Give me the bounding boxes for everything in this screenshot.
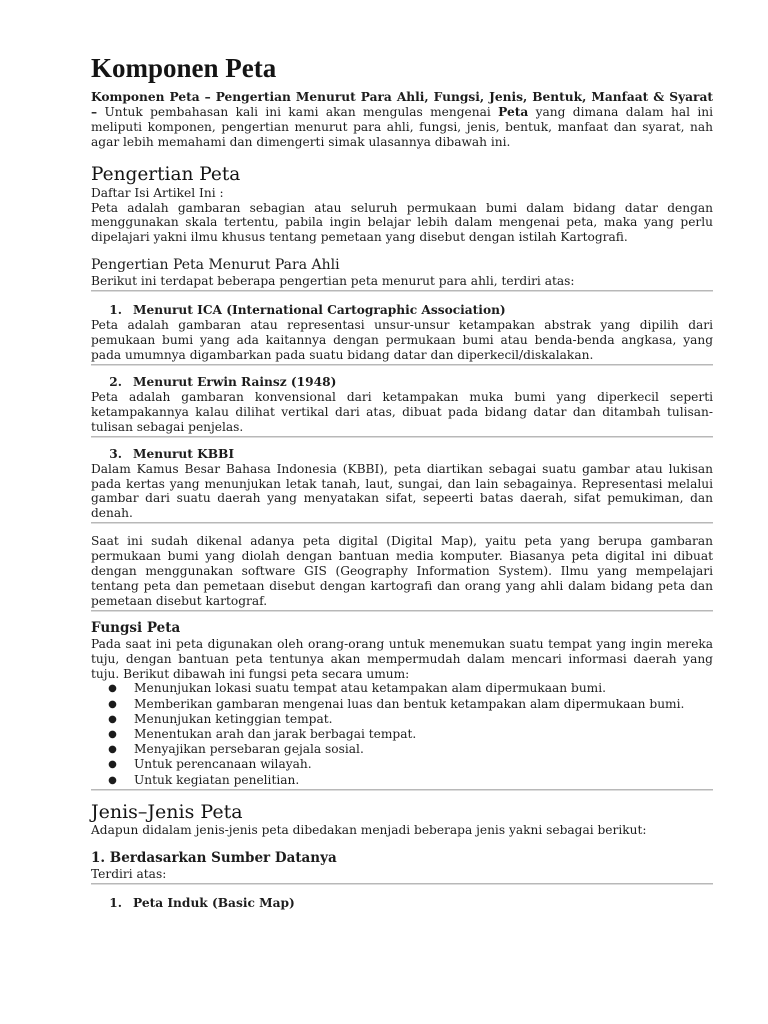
jenis-item-number: 1. — [109, 895, 122, 910]
section-heading-para-ahli: Pengertian Peta Menurut Para Ahli — [91, 257, 340, 274]
list-item: ● Menunjukan lokasi suatu tempat atau ketampakan alam dipermukaan bumi. — [91, 681, 713, 696]
ahli-item-heading: Menurut ICA (International Cartographic Association) — [133, 303, 506, 318]
subsection-heading-sumber-data: 1. Berdasarkan Sumber Datanya — [91, 849, 337, 866]
bullet-icon: ● — [108, 759, 117, 771]
section-heading-pengertian: Pengertian Peta — [91, 163, 241, 185]
ahli-item-heading: Menurut Erwin Rainsz (1948) — [133, 374, 337, 389]
bullet-icon: ● — [108, 713, 117, 725]
toc-label[interactable]: Daftar Isi Artikel Ini : — [91, 185, 224, 200]
ahli-item-ica-text: Peta adalah gambaran atau representasi unsur-unsur ketampakan abstrak yang dipilih dari pemukaan bumi yang ada kaitannya dengan permukaan bumi atau benda-benda angkasa, yang pada umumnya digambarkan pada suatu bidang datar dan diperkecil/diskalakan. — [91, 318, 713, 362]
bullet-icon: ● — [108, 774, 117, 786]
list-item: ● Menentukan arah dan jarak berbagai tempat. — [91, 727, 713, 742]
ahli-item-kbbi-text: Dalam Kamus Besar Bahasa Indonesia (KBBI), peta diartikan sebagai suatu gambar atau lukisan pada kertas yang menunjukan letak tanah, laut, sungai, dan lain sebagainya. Representasi melalui gambar dari suatu daerah yang menyatakan sifat, sepeerti batas daerah, sifat pemukiman, dan denah. — [91, 461, 713, 521]
intro-paragraph — [91, 90, 713, 150]
ahli-item-raisz-title — [91, 374, 713, 390]
intro-keyword: Peta — [498, 104, 529, 119]
list-item: ● Menunjukan ketinggian tempat. — [91, 712, 713, 727]
ahli-item-kbbi-title — [91, 446, 713, 462]
list-item: ● Untuk perencanaan wilayah. — [91, 757, 713, 772]
fungsi-intro: Pada saat ini peta digunakan oleh orang-orang untuk menemukan suatu tempat yang ingin mereka tuju, dengan bantuan peta tentunya akan mempermudah dalam mencari informasi daerah yang tuju. Berikut dibawah ini fungsi peta secara umum: — [91, 636, 713, 681]
list-item: ● Menyajikan persebaran gejala sosial. — [91, 742, 713, 757]
para-ahli-intro: Berikut ini terdapat beberapa pengertian peta menurut para ahli, terdiri atas: — [91, 274, 575, 289]
ahli-item-number: 2. — [109, 374, 122, 389]
ahli-item-ica-title — [91, 302, 713, 318]
bullet-icon: ● — [108, 683, 117, 695]
bullet-icon: ● — [108, 744, 117, 756]
pengertian-paragraph: Peta adalah gambaran sebagian atau seluruh permukaan bumi dalam bidang datar dengan menggunakan skala tertentu, pabila ingin belajar lebih dalam mengenai peta, maka yang perlu dipelajari yakni ilmu khusus tentang pemetaan yang disebut dengan istilah Kartografi. — [91, 200, 713, 245]
ahli-item-number: 1. — [109, 303, 122, 318]
intro-text-pre: Untuk pembahasan kali ini kami akan mengulas mengenai — [97, 104, 499, 119]
sumber-data-intro: Terdiri atas: — [91, 866, 167, 881]
jenis-intro: Adapun didalam jenis-jenis peta dibedakan menjadi beberapa jenis yakni sebagai berikut: — [91, 822, 647, 837]
bullet-icon: ● — [108, 729, 117, 741]
jenis-item-heading: Peta Induk (Basic Map) — [133, 895, 295, 910]
section-heading-jenis: Jenis–Jenis Peta — [91, 800, 243, 823]
list-item: ● Memberikan gambaran mengenai luas dan bentuk ketampakan alam dipermukaan bumi. — [91, 697, 713, 712]
ahli-item-raisz-text: Peta adalah gambaran konvensional dari ketampakan muka bumi yang diperkecil seperti ketampakannya kalau dilihat vertikal dari atas, dibuat pada bidang datar dan ditambah tulisan-tulisan sebagai penjelas. — [91, 389, 713, 434]
list-item: ● Untuk kegiatan penelitian. — [91, 773, 713, 788]
ahli-item-heading: Menurut KBBI — [133, 446, 235, 461]
section-heading-fungsi: Fungsi Peta — [91, 619, 181, 636]
jenis-item-peta-induk — [91, 895, 713, 911]
intro-bold-lead: Komponen Peta – Pengertian Menurut Para Ahli, Fungsi, Jenis, Bentuk, Manfaat & Syarat – — [91, 90, 713, 119]
fungsi-list — [91, 681, 713, 787]
bullet-icon: ● — [108, 698, 117, 710]
ahli-item-number: 3. — [109, 446, 122, 461]
intro-text-post: yang dimana dalam hal ini meliputi komponen, pengertian menurut para ahli, fungsi, jenis, bentuk, manfaat dan syarat, nah agar lebih memahami dan dimengerti simak ulasannya dibawah ini. — [91, 104, 713, 149]
digital-map-paragraph: Saat ini sudah dikenal adanya peta digital (Digital Map), yaitu peta yang berupa gambaran permukaan bumi yang diolah dengan bantuan media komputer. Biasanya peta digital ini dibuat dengan menggunakan software GIS (Geography Information System). Ilmu yang mempelajari tentang peta dan pemetaan disebut dengan kartografi dan orang yang ahli dalam bidang peta dan pemetaan disebut kartograf. — [91, 534, 713, 608]
page-title: Komponen Peta — [91, 53, 277, 83]
